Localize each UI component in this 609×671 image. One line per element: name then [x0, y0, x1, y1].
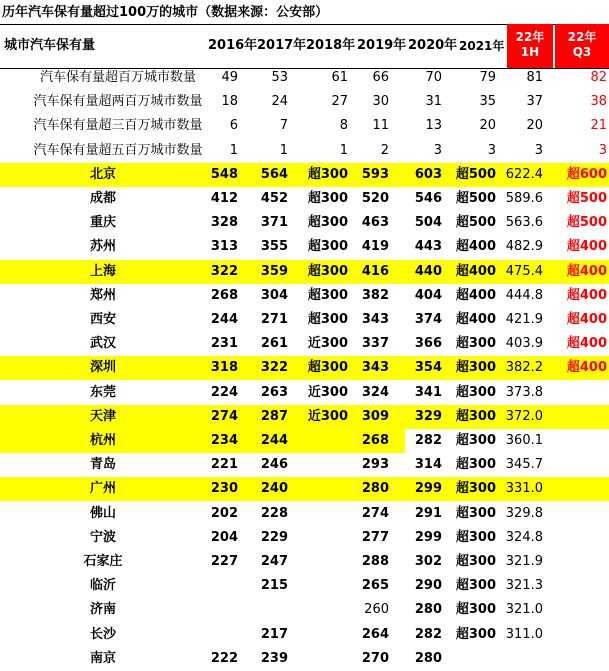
city-row [0, 211, 609, 235]
city-name: 东莞 [89, 384, 116, 400]
city-cell: 超300 [455, 529, 496, 545]
city-cell [248, 598, 288, 622]
summary-cell: 27 [331, 94, 348, 110]
city-cell [555, 453, 607, 477]
city-cell: 444.8 [505, 287, 543, 303]
city-cell: 260 [364, 602, 389, 618]
city-cell [555, 526, 607, 550]
city-name: 重庆 [89, 215, 116, 231]
city-cell: 291 [414, 505, 442, 521]
city-name: 上海 [89, 263, 116, 279]
summary-cell: 6 [229, 118, 238, 134]
summary-cell: 79 [479, 70, 496, 85]
city-cell: 超400 [455, 287, 496, 303]
city-row [0, 405, 609, 429]
summary-cell: 3 [534, 142, 543, 158]
city-cell: 452 [260, 191, 288, 206]
city-cell: 超500 [455, 166, 496, 182]
city-cell: 311.0 [505, 626, 543, 642]
city-cell: 280 [361, 481, 389, 497]
city-cell: 314 [414, 457, 442, 473]
city-cell: 超300 [455, 336, 496, 352]
city-name: 南京 [89, 650, 116, 666]
city-cell [296, 477, 348, 501]
city-cell [296, 502, 348, 526]
city-cell: 373.8 [505, 384, 543, 400]
city-cell: 204 [210, 529, 238, 545]
city-cell [198, 623, 238, 647]
city-cell: 563.6 [505, 215, 543, 231]
city-cell: 337 [361, 336, 389, 352]
city-cell: 328 [210, 215, 238, 231]
city-name: 天津 [89, 408, 116, 424]
city-cell: 超300 [307, 239, 348, 255]
city-cell: 222 [210, 650, 238, 666]
summary-cell: 20 [479, 118, 496, 134]
summary-cell: 13 [425, 118, 442, 134]
city-row [0, 526, 609, 550]
city-cell: 超300 [455, 384, 496, 400]
header-22-q3-bottom: Q3 [572, 45, 592, 59]
summary-cell: 3 [598, 142, 607, 158]
city-cell: 超500 [566, 215, 607, 231]
city-cell: 263 [260, 384, 288, 400]
city-row [0, 623, 609, 647]
city-cell [296, 429, 348, 453]
summary-cell: 2 [380, 142, 389, 158]
summary-cell: 1 [339, 142, 348, 158]
city-name: 临沂 [89, 578, 116, 594]
city-cell: 274 [361, 505, 389, 521]
city-name: 石家庄 [83, 554, 123, 569]
city-cell: 371 [260, 215, 288, 231]
summary-cell: 61 [331, 70, 348, 85]
city-cell [555, 623, 607, 647]
city-cell: 309 [361, 408, 389, 424]
city-cell [296, 623, 348, 647]
city-cell: 322 [210, 263, 238, 279]
city-name: 宁波 [89, 529, 116, 545]
summary-cell: 82 [590, 70, 607, 85]
city-cell: 近300 [307, 408, 348, 424]
city-cell: 324 [361, 384, 389, 400]
city-cell: 313 [210, 239, 238, 255]
summary-cell: 1 [229, 142, 238, 158]
header-year-2018: 2018年 [306, 38, 356, 53]
city-cell [296, 453, 348, 477]
city-cell: 622.4 [505, 166, 543, 182]
city-cell: 超300 [455, 408, 496, 424]
city-cell: 215 [260, 578, 288, 594]
city-cell: 268 [210, 287, 238, 303]
header-22-q3-top: 22年 [567, 30, 597, 44]
city-cell: 超400 [566, 312, 607, 327]
city-row [0, 356, 609, 380]
city-cell: 230 [210, 481, 238, 497]
city-row [0, 429, 609, 453]
summary-cell: 53 [271, 70, 288, 85]
city-cell: 超300 [455, 626, 496, 642]
city-row [0, 260, 609, 284]
summary-cell: 30 [372, 94, 389, 110]
city-cell: 超300 [307, 287, 348, 303]
city-row [0, 284, 609, 308]
city-cell: 244 [260, 433, 288, 448]
city-cell [555, 381, 607, 405]
city-name: 西安 [89, 312, 116, 327]
city-cell: 超500 [566, 191, 607, 206]
city-cell: 421.9 [505, 312, 543, 327]
city-cell: 288 [361, 554, 389, 569]
city-cell: 403.9 [505, 336, 543, 352]
city-cell: 217 [260, 626, 288, 642]
city-row [0, 574, 609, 598]
city-cell [198, 574, 238, 598]
summary-cell: 31 [425, 94, 442, 110]
summary-cell: 3 [487, 142, 496, 158]
city-cell: 超300 [455, 554, 496, 569]
summary-cell: 35 [479, 94, 496, 110]
city-row [0, 163, 609, 187]
city-cell: 290 [414, 578, 442, 594]
city-cell: 超500 [455, 215, 496, 231]
city-cell: 234 [210, 433, 238, 448]
city-name: 苏州 [89, 239, 116, 255]
city-cell: 282 [414, 433, 442, 448]
city-name: 北京 [89, 166, 116, 182]
summary-cell: 11 [372, 118, 389, 134]
header-year-2017: 2017年 [257, 38, 307, 53]
city-cell: 247 [260, 554, 288, 569]
city-cell: 超300 [455, 578, 496, 594]
city-cell: 274 [210, 408, 238, 424]
city-cell: 520 [361, 191, 389, 206]
city-cell: 244 [210, 312, 238, 327]
city-name: 长沙 [89, 626, 116, 642]
city-cell: 321.9 [505, 554, 543, 569]
summary-row-label: 汽车保有量超两百万城市数量 [33, 94, 203, 110]
city-cell: 564 [260, 166, 288, 182]
city-cell: 超300 [307, 166, 348, 182]
city-cell: 超300 [307, 191, 348, 206]
city-row [0, 647, 609, 671]
city-cell [296, 598, 348, 622]
city-cell: 超400 [455, 312, 496, 327]
city-cell: 302 [414, 554, 442, 569]
city-cell: 318 [210, 360, 238, 376]
city-cell: 270 [361, 650, 389, 666]
city-name: 成都 [89, 191, 116, 206]
summary-cell: 38 [590, 94, 607, 110]
city-row [0, 502, 609, 526]
city-cell: 589.6 [505, 191, 543, 206]
city-cell [555, 550, 607, 574]
city-cell [555, 574, 607, 598]
city-cell: 475.4 [505, 263, 543, 279]
city-cell: 404 [414, 287, 442, 303]
summary-cell: 1 [279, 142, 288, 158]
city-cell: 546 [414, 191, 442, 206]
city-cell: 超300 [455, 433, 496, 448]
city-cell: 超300 [455, 360, 496, 376]
city-cell: 202 [210, 505, 238, 521]
city-cell: 440 [414, 263, 442, 279]
city-cell: 近300 [307, 384, 348, 400]
summary-row [0, 90, 609, 114]
city-cell: 239 [260, 650, 288, 666]
city-cell: 超300 [455, 602, 496, 618]
city-cell: 221 [210, 457, 238, 473]
city-cell: 271 [260, 312, 288, 327]
city-cell: 331.0 [505, 481, 543, 497]
city-cell: 355 [260, 239, 288, 255]
city-cell: 382 [361, 287, 389, 303]
city-row [0, 598, 609, 622]
summary-cell: 21 [590, 118, 607, 134]
city-row [0, 332, 609, 356]
header-year-2019: 2019年 [357, 38, 407, 53]
city-cell [296, 526, 348, 550]
city-cell: 超300 [455, 457, 496, 473]
city-cell: 超600 [566, 166, 607, 182]
city-cell: 359 [260, 263, 288, 279]
city-cell: 231 [210, 336, 238, 352]
city-cell: 304 [260, 287, 288, 303]
city-name: 济南 [89, 602, 116, 618]
city-name: 青岛 [89, 457, 116, 473]
city-cell: 343 [361, 360, 389, 376]
city-cell: 287 [260, 408, 288, 424]
city-cell: 超300 [307, 263, 348, 279]
city-cell: 246 [260, 457, 288, 473]
summary-cell: 3 [433, 142, 442, 158]
summary-row [0, 66, 609, 90]
city-cell: 268 [361, 433, 389, 448]
city-cell: 240 [260, 481, 288, 497]
table-title: 历年汽车保有量超过100万的城市（数据来源：公安部） [2, 5, 329, 20]
city-cell [555, 405, 607, 429]
summary-cell: 8 [339, 118, 348, 134]
summary-cell: 7 [279, 118, 288, 134]
header-label: 城市汽车保有量 [4, 38, 96, 53]
city-cell [555, 647, 607, 671]
summary-cell: 37 [526, 94, 543, 110]
summary-row [0, 114, 609, 138]
city-cell: 超400 [566, 287, 607, 303]
summary-row-label: 汽车保有量超三百万城市数量 [33, 118, 203, 134]
city-cell: 419 [361, 239, 389, 255]
city-cell [555, 429, 607, 453]
city-cell: 412 [210, 191, 238, 206]
city-cell: 482.9 [505, 239, 543, 255]
city-name: 郑州 [89, 287, 116, 303]
city-cell: 463 [361, 215, 389, 231]
city-cell: 345.7 [505, 457, 543, 473]
city-cell: 超400 [566, 336, 607, 352]
city-cell: 超400 [566, 263, 607, 279]
city-cell: 超400 [566, 239, 607, 255]
city-cell: 416 [361, 263, 389, 279]
header-22-q3 [555, 24, 609, 68]
header-22-1h-bottom: 1H [520, 45, 540, 59]
summary-cell: 20 [526, 118, 543, 134]
city-cell: 372.0 [505, 408, 543, 424]
summary-cell: 81 [526, 70, 543, 85]
city-cell [198, 598, 238, 622]
city-cell: 603 [414, 166, 442, 182]
city-row [0, 187, 609, 211]
city-cell: 374 [414, 312, 442, 327]
header-year-2020: 2020年 [408, 38, 458, 53]
city-cell: 超400 [455, 239, 496, 255]
city-name: 杭州 [89, 433, 116, 448]
summary-cell: 66 [372, 70, 389, 85]
city-cell: 321.3 [505, 578, 543, 594]
city-cell [555, 502, 607, 526]
summary-cell: 70 [425, 70, 442, 85]
city-cell: 282 [414, 626, 442, 642]
summary-row [0, 139, 609, 163]
city-cell: 504 [414, 215, 442, 231]
city-cell [555, 477, 607, 501]
city-cell: 超400 [566, 360, 607, 376]
city-row [0, 381, 609, 405]
city-name: 武汉 [89, 336, 116, 352]
city-cell: 280 [414, 602, 442, 618]
city-cell [493, 647, 543, 671]
city-cell: 超300 [307, 312, 348, 327]
city-cell: 366 [414, 336, 442, 352]
city-row [0, 550, 609, 574]
city-cell: 280 [414, 650, 442, 666]
summary-cell: 49 [221, 70, 238, 85]
city-cell: 548 [210, 166, 238, 182]
city-cell: 321.0 [505, 602, 543, 618]
header-year-2016: 2016年 [208, 38, 258, 53]
header-22-1h [507, 24, 553, 68]
city-cell: 299 [414, 529, 442, 545]
city-cell: 343 [361, 312, 389, 327]
city-cell: 228 [260, 505, 288, 521]
city-cell: 341 [414, 384, 442, 400]
city-cell [444, 647, 496, 671]
city-cell: 超500 [455, 191, 496, 206]
city-row [0, 453, 609, 477]
city-cell: 329 [414, 408, 442, 424]
city-row [0, 308, 609, 332]
city-cell: 293 [361, 457, 389, 473]
city-cell: 322 [260, 360, 288, 376]
city-cell [296, 574, 348, 598]
city-cell: 近300 [307, 336, 348, 352]
summary-cell: 18 [221, 94, 238, 110]
city-cell: 227 [210, 554, 238, 569]
city-cell: 超300 [455, 481, 496, 497]
city-cell: 超300 [455, 505, 496, 521]
city-cell: 超300 [307, 215, 348, 231]
city-name: 佛山 [89, 505, 116, 521]
city-cell: 277 [361, 529, 389, 545]
city-cell: 224 [210, 384, 238, 400]
city-cell: 360.1 [505, 433, 543, 448]
city-cell: 324.8 [505, 529, 543, 545]
city-row [0, 235, 609, 259]
city-cell: 329.8 [505, 505, 543, 521]
city-cell: 593 [361, 166, 389, 182]
city-cell: 354 [414, 360, 442, 376]
city-row [0, 477, 609, 501]
summary-row-label: 汽车保有量超五百万城市数量 [33, 142, 203, 158]
header-year-2021: 2021年 [459, 39, 505, 53]
city-name: 广州 [89, 481, 116, 497]
city-cell: 261 [260, 336, 288, 352]
city-cell [296, 647, 348, 671]
city-cell: 229 [260, 529, 288, 545]
city-cell [555, 598, 607, 622]
summary-row-label: 汽车保有量超百万城市数量 [39, 70, 196, 85]
city-cell: 382.2 [505, 360, 543, 376]
header-22-1h-top: 22年 [515, 30, 545, 44]
city-cell: 超300 [307, 360, 348, 376]
summary-cell: 24 [271, 94, 288, 110]
city-cell: 264 [361, 626, 389, 642]
city-cell: 265 [361, 578, 389, 594]
city-cell [296, 550, 348, 574]
city-name: 深圳 [89, 360, 116, 376]
city-cell: 299 [414, 481, 442, 497]
city-cell: 443 [414, 239, 442, 255]
city-cell: 超400 [455, 263, 496, 279]
